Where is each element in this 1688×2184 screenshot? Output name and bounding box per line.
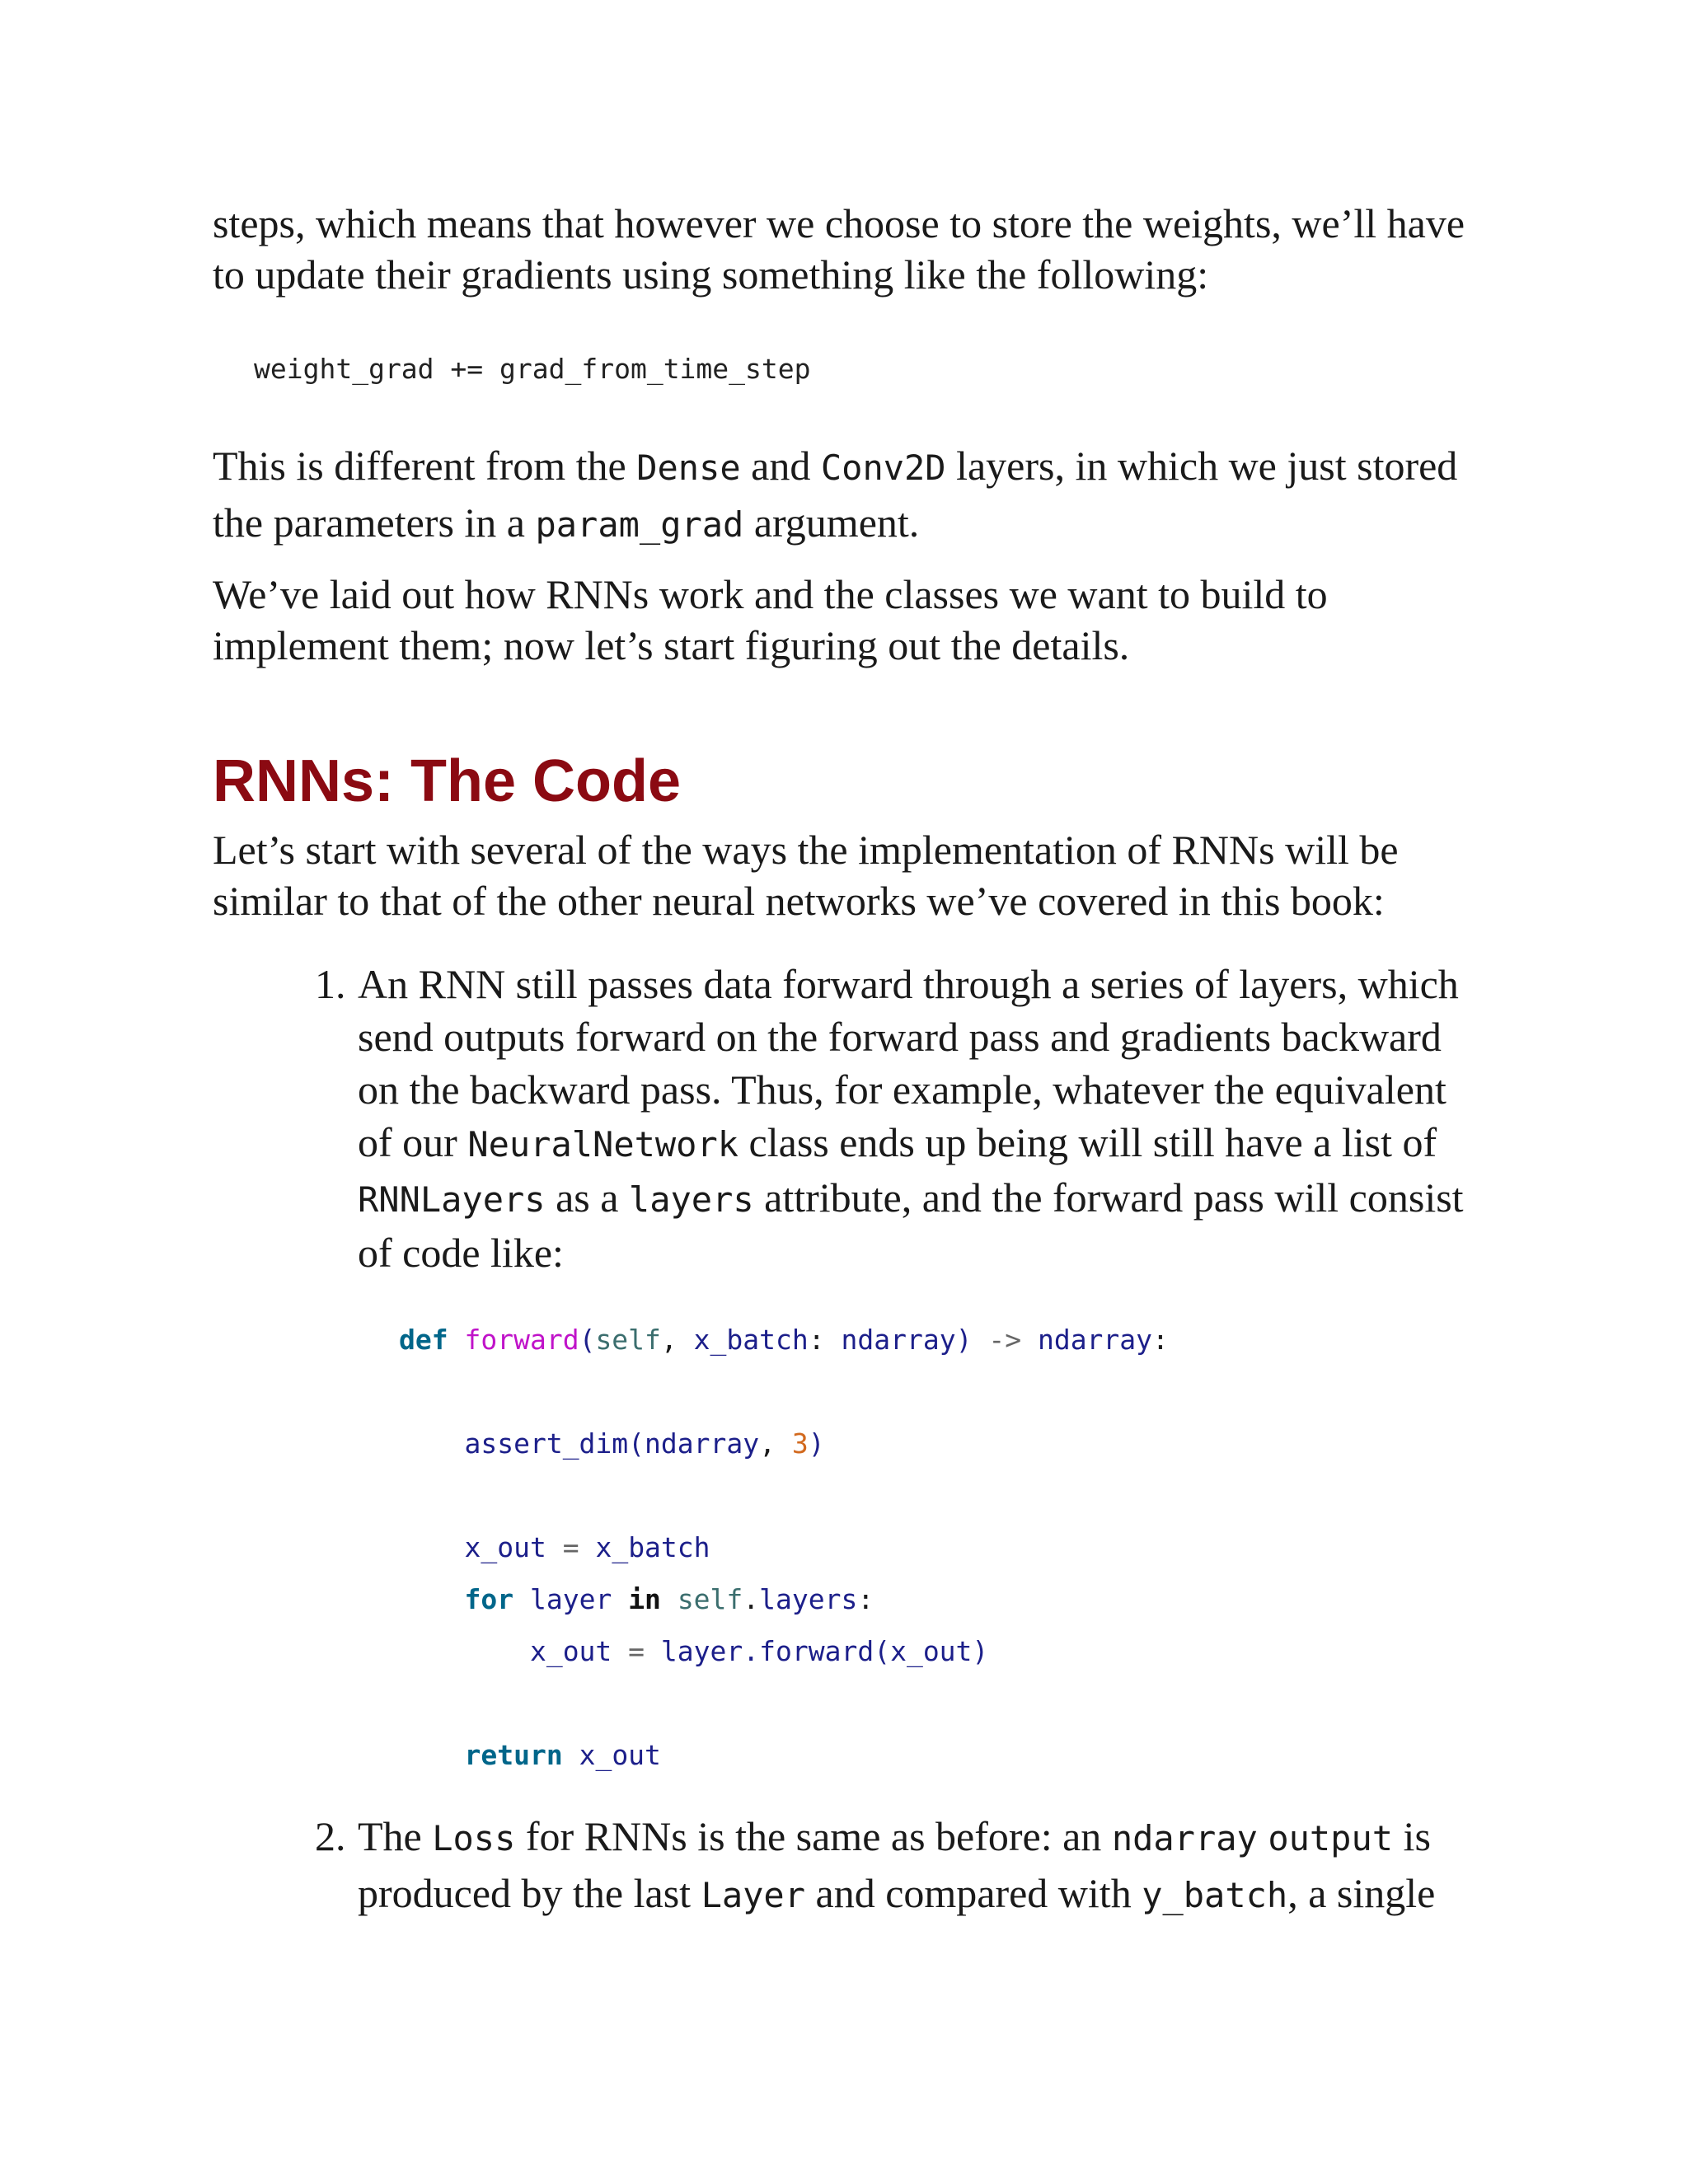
- text: argument.: [743, 499, 920, 546]
- code-line-empty: [213, 1469, 1498, 1521]
- type-token: ndarray: [1037, 1324, 1153, 1356]
- list-number: 1.: [315, 961, 346, 1007]
- code-output: output: [1268, 1818, 1394, 1858]
- section-heading: RNNs: The Code: [213, 748, 682, 814]
- code-rnnlayers: RNNLayers: [358, 1179, 546, 1220]
- self-token: self: [677, 1583, 743, 1615]
- list-item: [213, 1809, 1498, 1923]
- text: the parameters in a: [213, 499, 536, 546]
- text-line: Let’s start with several of the ways the implementation of RNNs will be: [213, 827, 1399, 873]
- text-line: An RNN still passes data forward through a series of layers, which: [358, 961, 1459, 1007]
- text: class ends up being will still have a list of: [738, 1119, 1437, 1165]
- text-line: of code like:: [358, 1230, 564, 1276]
- var-token: x_out: [529, 1635, 612, 1667]
- number-token: 3: [791, 1427, 809, 1460]
- code-line: [213, 1521, 1498, 1573]
- code-line: for layer in self.layers:: [464, 1583, 874, 1615]
- op-token: =: [562, 1531, 579, 1563]
- text: for RNNs is the same as before: an: [515, 1813, 1112, 1859]
- call-token: assert_dim: [464, 1427, 629, 1460]
- code-layers: layers: [628, 1179, 754, 1220]
- text-line: implement them; now let’s start figuring out the details.: [213, 622, 1130, 668]
- var-token: x_out: [579, 1739, 661, 1771]
- type-token: ndarray: [841, 1324, 956, 1356]
- list-item: [213, 958, 1498, 1279]
- keyword-in: in: [628, 1583, 661, 1615]
- paragraph-laid-out: [213, 569, 1498, 671]
- paragraph-similarities: [213, 824, 1498, 926]
- text: and compared with: [805, 1870, 1142, 1916]
- call-token: layer.forward: [660, 1635, 874, 1667]
- arg-token: x_out: [890, 1635, 973, 1667]
- code-y-batch: y_batch: [1142, 1875, 1288, 1915]
- text-line: similar to that of the other neural networks we’ve covered in this book:: [213, 878, 1385, 924]
- op-token: =: [628, 1635, 645, 1667]
- self-token: self: [595, 1324, 661, 1356]
- list-number: 2.: [315, 1813, 346, 1859]
- text: layers, in which we just stored: [945, 443, 1458, 489]
- code-param-grad: param_grad: [535, 504, 744, 545]
- paragraph-intro: [213, 198, 1498, 300]
- text: and: [740, 443, 821, 489]
- text: attribute, and the forward pass will consist: [753, 1174, 1464, 1221]
- attr-token: layers: [759, 1583, 858, 1615]
- text-line: steps, which means that however we choose to store the weights, we’ll have: [213, 200, 1465, 246]
- text: as a: [545, 1174, 629, 1221]
- text: of our: [358, 1119, 468, 1165]
- code-line: def forward(self, x_batch: ndarray) -> ndarray:: [399, 1324, 1169, 1356]
- code-loss: Loss: [432, 1818, 516, 1858]
- code-ndarray: ndarray: [1111, 1818, 1258, 1858]
- text: This is different from the: [213, 443, 637, 489]
- code-line: [213, 1729, 1498, 1781]
- numbered-list: [213, 958, 1498, 1279]
- var-token: x_batch: [595, 1531, 710, 1563]
- code-neuralnetwork: NeuralNetwork: [467, 1124, 739, 1165]
- code-conv2d: Conv2D: [820, 448, 946, 488]
- code-line: x_out = layer.forward(x_out): [529, 1635, 989, 1667]
- param-token: x_batch: [693, 1324, 809, 1356]
- code-line: assert_dim(ndarray, 3): [464, 1427, 825, 1460]
- text: , a single: [1287, 1870, 1436, 1916]
- keyword-return: return: [464, 1739, 563, 1771]
- keyword-def: def: [399, 1324, 448, 1356]
- code-line-empty: [213, 1366, 1498, 1418]
- text: is: [1393, 1813, 1431, 1859]
- text-line: to update their gradients using something like the following:: [213, 251, 1209, 298]
- keyword-for: for: [464, 1583, 514, 1615]
- var-token: layer: [529, 1583, 612, 1615]
- function-name: forward: [464, 1324, 579, 1356]
- arg-token: ndarray: [645, 1427, 760, 1460]
- code-block-gradient: weight_grad += grad_from_time_step: [254, 353, 811, 385]
- code-dense: Dense: [636, 448, 741, 488]
- text-line: send outputs forward on the forward pass and gradients backward: [358, 1014, 1442, 1060]
- page-content: [213, 198, 1498, 1923]
- code-block-forward: [213, 1314, 1498, 1781]
- code-line-empty: [213, 1677, 1498, 1729]
- text: produced by the last: [358, 1870, 701, 1916]
- arrow-token: ->: [988, 1324, 1022, 1356]
- text-line: on the backward pass. Thus, for example, whatever the equivalent: [358, 1066, 1447, 1113]
- numbered-list-continued: [213, 1809, 1498, 1923]
- text-line: We’ve laid out how RNNs work and the classes we want to build to: [213, 571, 1328, 617]
- text: The: [358, 1813, 433, 1859]
- code-layer: Layer: [701, 1875, 805, 1915]
- paragraph-dense-conv: [213, 438, 1498, 552]
- var-token: x_out: [464, 1531, 546, 1563]
